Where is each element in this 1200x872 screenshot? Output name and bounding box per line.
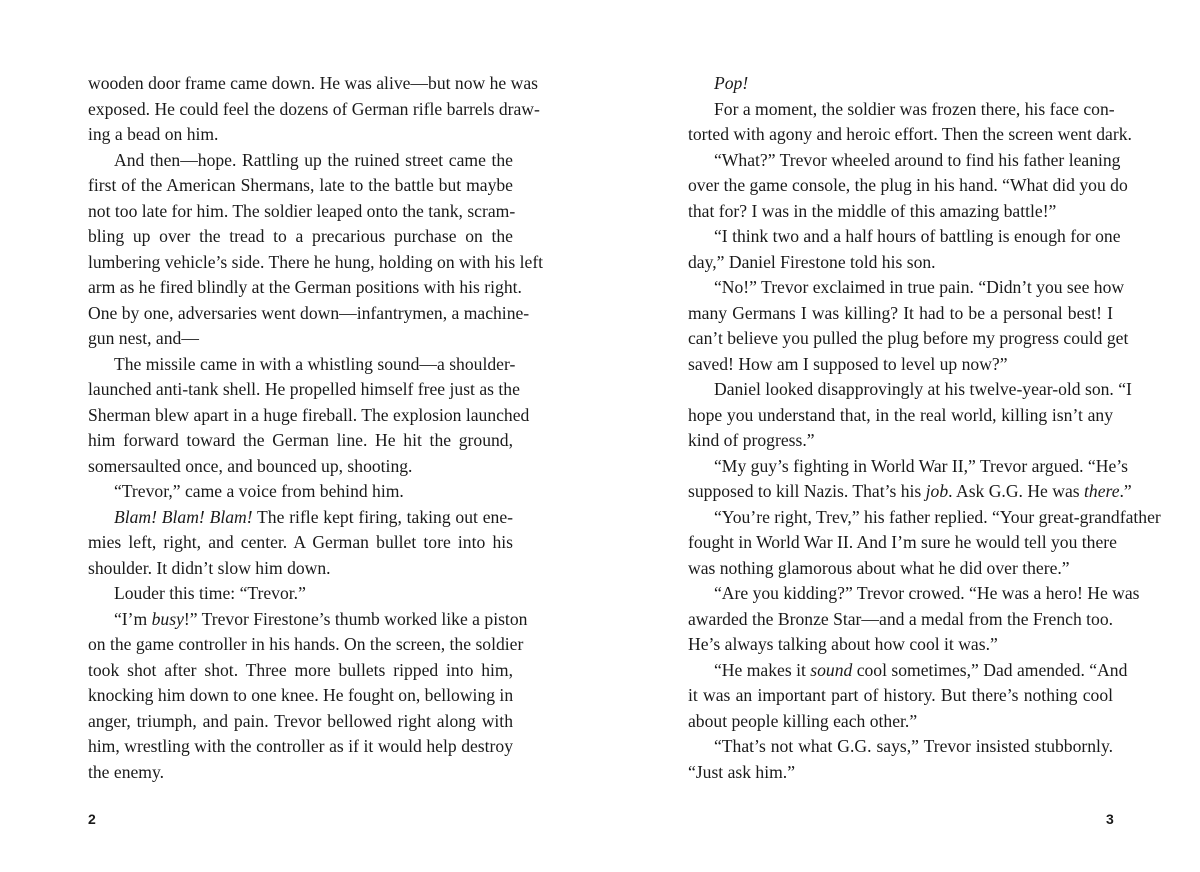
italic-text: Pop! bbox=[714, 73, 749, 93]
text-line: The missile came in with a whistling sound—a shoulder- bbox=[114, 353, 516, 374]
text-line: somersaulted once, and bounced up, shooting. bbox=[88, 455, 413, 476]
text-line: Sherman blew apart in a huge fireball. The explosion launched bbox=[88, 404, 530, 425]
text-line: gun nest, and— bbox=[88, 328, 199, 348]
paragraph bbox=[688, 377, 1132, 454]
text-line: For a moment, the soldier was frozen there, his face con- bbox=[714, 98, 1115, 119]
text-line: day,” Daniel Firestone told his son. bbox=[688, 251, 936, 272]
paragraph bbox=[88, 148, 544, 352]
text-line: the enemy. bbox=[88, 761, 165, 782]
text-line: that for? I was in the middle of this amazing battle!” bbox=[688, 200, 1057, 221]
text-line: many Germans I was killing? It had to be a personal best! I bbox=[688, 302, 1113, 323]
text-line: He’s always talking about how cool it was.” bbox=[688, 634, 998, 654]
text-line: awarded the Bronze Star—and a medal from the French too. bbox=[688, 608, 1114, 629]
text-line: it was an important part of history. But there’s nothing cool bbox=[688, 685, 1113, 705]
text-line: supposed to kill Nazis. That’s his job. Ask G.G. He was there.” bbox=[688, 481, 1132, 501]
text-line: on the game controller in his hands. On the screen, the soldier bbox=[88, 634, 524, 654]
text-line: first of the American Shermans, late to the battle but maybe bbox=[88, 175, 513, 195]
text-line: wooden door frame came down. He was alive—but now he was bbox=[88, 73, 538, 93]
text-line: “Just ask him.” bbox=[688, 761, 796, 782]
text-line: him, wrestling with the controller as if it would help destroy bbox=[88, 736, 513, 756]
text-line: “What?” Trevor wheeled around to find his father leaning bbox=[714, 149, 1121, 170]
text-line: “He makes it sound cool sometimes,” Dad amended. “And bbox=[714, 659, 1128, 680]
italic-text: sound bbox=[810, 659, 853, 680]
text-line bbox=[688, 71, 1113, 97]
text-line: took shot after shot. Three more bullets ripped into him, bbox=[88, 659, 513, 680]
text-line: “My guy’s fighting in World War II,” Trevor argued. “He’s bbox=[714, 455, 1128, 476]
text-line: bling up over the tread to a precarious purchase on the bbox=[88, 226, 513, 246]
italic-text: job bbox=[925, 481, 949, 501]
paragraph bbox=[88, 505, 513, 582]
text-line: hope you understand that, in the real world, killing isn’t any bbox=[688, 404, 1113, 425]
paragraph bbox=[88, 479, 513, 505]
text-line: “That’s not what G.G. says,” Trevor insisted stubbornly. bbox=[714, 736, 1113, 756]
text-line: anger, triumph, and pain. Trevor bellowed right along with bbox=[88, 710, 513, 731]
text-line: One by one, adversaries went down—infantrymen, a machine- bbox=[88, 302, 530, 323]
paragraph bbox=[688, 71, 1113, 97]
text-line: lumbering vehicle’s side. There he hung, holding on with his left bbox=[88, 251, 544, 272]
text-line: Blam! Blam! Blam! The rifle kept firing, taking out ene- bbox=[114, 506, 513, 527]
text-line: “No!” Trevor exclaimed in true pain. “Didn’t you see how bbox=[714, 277, 1125, 297]
text-line: was nothing glamorous about what he did over there.” bbox=[688, 557, 1070, 578]
text-line: launched anti-tank shell. He propelled himself free just as the bbox=[88, 379, 520, 399]
paragraph bbox=[688, 734, 1113, 785]
text-line: arm as he fired blindly at the German positions with his right. bbox=[88, 277, 522, 297]
text-line: over the game console, the plug in his hand. “What did you do bbox=[688, 175, 1128, 195]
paragraph bbox=[688, 275, 1129, 377]
text-line: “Are you kidding?” Trevor crowed. “He was a hero! He was bbox=[714, 583, 1140, 603]
text-line: exposed. He could feel the dozens of German rifle barrels draw- bbox=[88, 98, 540, 119]
paragraph bbox=[688, 658, 1128, 735]
paragraph bbox=[688, 505, 1161, 582]
text-line: can’t believe you pulled the plug before my progress could get bbox=[688, 328, 1129, 348]
paragraph bbox=[88, 581, 513, 607]
paragraph bbox=[688, 148, 1128, 225]
paragraph bbox=[688, 454, 1132, 505]
paragraph bbox=[688, 224, 1121, 275]
text-line: shoulder. It didn’t slow him down. bbox=[88, 557, 331, 578]
text-line: Daniel looked disapprovingly at his twelve-year-old son. “I bbox=[714, 379, 1132, 399]
text-line: ing a bead on him. bbox=[88, 124, 219, 144]
right-page bbox=[600, 0, 1200, 872]
text-line: “I’m busy!” Trevor Firestone’s thumb worked like a piston bbox=[114, 608, 528, 629]
page-number: 2 bbox=[88, 811, 96, 827]
text-line: him forward toward the German line. He hit the ground, bbox=[88, 430, 513, 450]
right-page-text bbox=[688, 71, 1161, 785]
text-line: knocking him down to one knee. He fought on, bellowing in bbox=[88, 685, 514, 705]
text-line: fought in World War II. And I’m sure he would tell you there bbox=[688, 532, 1117, 552]
page-number: 3 bbox=[1106, 811, 1114, 827]
text-line: kind of progress.” bbox=[688, 430, 815, 450]
text-line: Louder this time: “Trevor.” bbox=[114, 583, 306, 603]
text-line: mies left, right, and center. A German bullet tore into his bbox=[88, 532, 513, 552]
italic-text: busy bbox=[151, 608, 184, 629]
text-line: torted with agony and heroic effort. Then the screen went dark. bbox=[688, 124, 1132, 144]
paragraph bbox=[688, 581, 1140, 658]
text-line: saved! How am I supposed to level up now?” bbox=[688, 353, 1008, 374]
italic-text: there bbox=[1084, 481, 1120, 501]
text-line: about people killing each other.” bbox=[688, 710, 918, 731]
text-line: “I think two and a half hours of battling is enough for one bbox=[714, 226, 1121, 246]
left-page-text bbox=[88, 71, 544, 785]
paragraph bbox=[88, 71, 540, 148]
text-line: And then—hope. Rattling up the ruined street came the bbox=[114, 149, 513, 170]
text-line: “Trevor,” came a voice from behind him. bbox=[114, 481, 404, 501]
text-line: “You’re right, Trev,” his father replied. “Your great-grandfather bbox=[714, 506, 1161, 527]
paragraph bbox=[88, 352, 530, 480]
text-line: not too late for him. The soldier leaped onto the tank, scram- bbox=[88, 200, 516, 221]
paragraph bbox=[688, 97, 1132, 148]
paragraph bbox=[88, 607, 528, 786]
italic-text: Blam! Blam! Blam! bbox=[114, 506, 253, 527]
